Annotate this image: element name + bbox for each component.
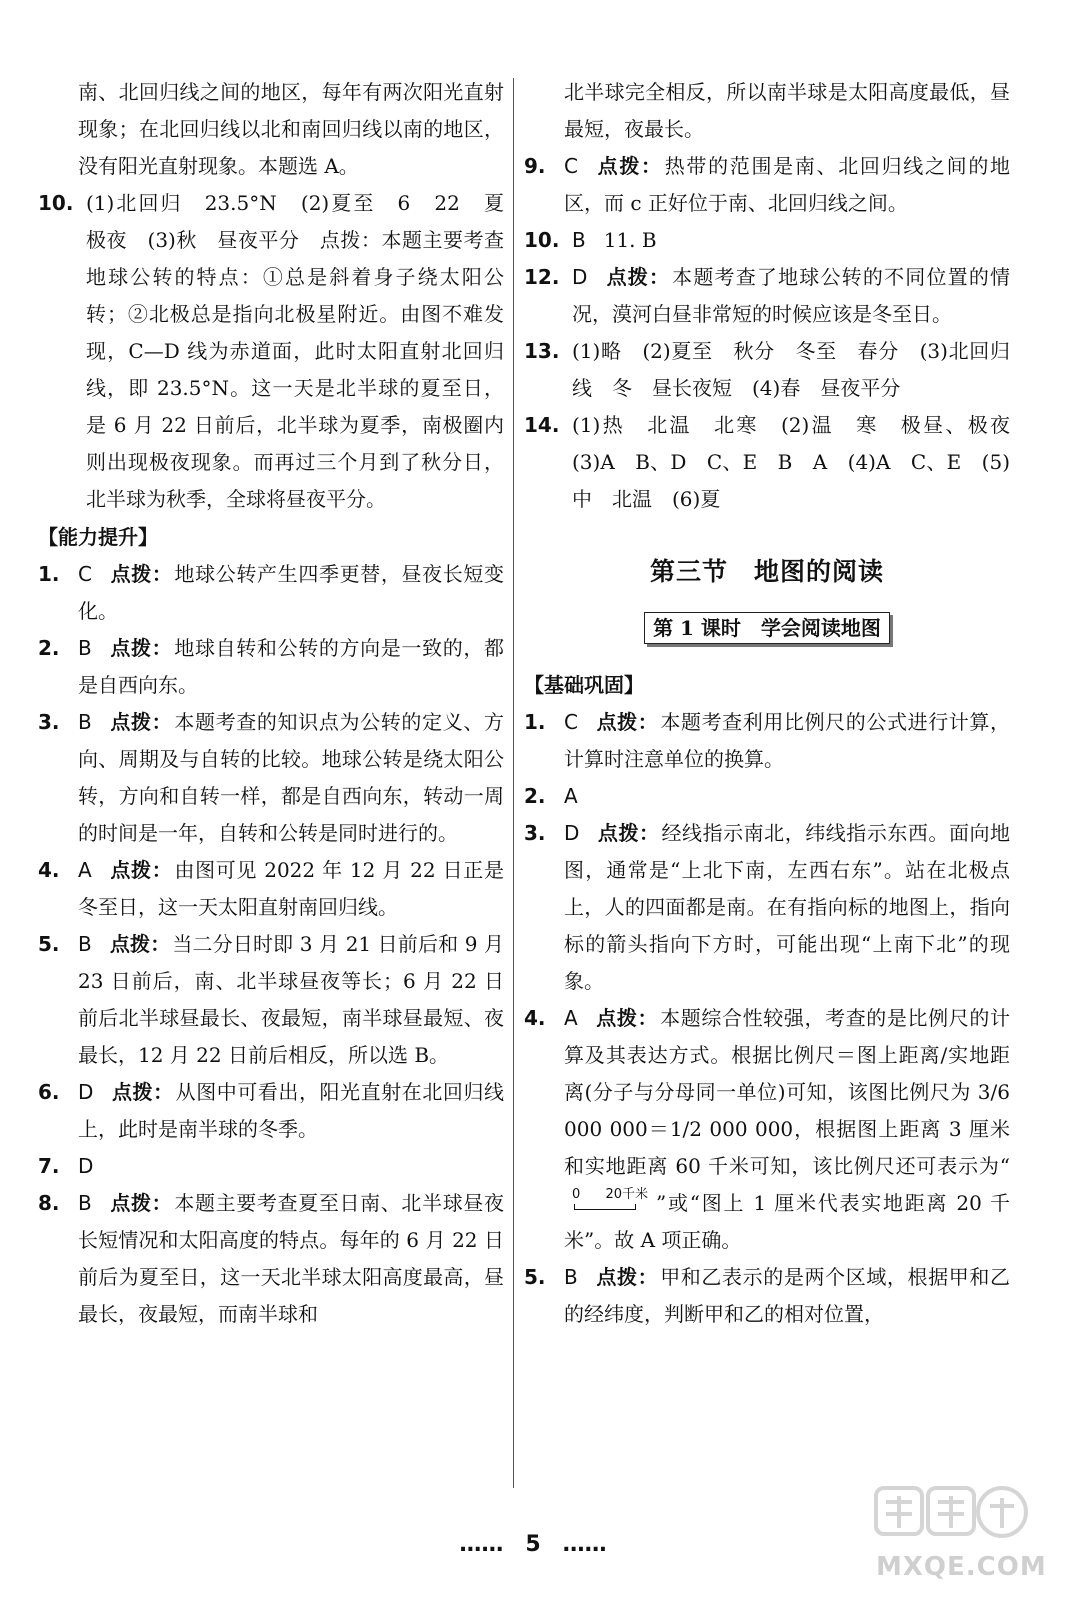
answer-item <box>524 815 1010 1000</box>
answer-number: 3. <box>38 710 60 734</box>
answer-item <box>524 704 1010 778</box>
hint-label: 点拨： <box>109 636 173 660</box>
hint-label: 点拨： <box>109 932 171 956</box>
answer-number: 1. <box>524 710 546 734</box>
section-title: 第三节 地图的阅读 <box>649 557 884 586</box>
answer-number: 6. <box>38 1080 60 1104</box>
answer-text: 本题考查的知识点为公转的定义、方向、周期及与自转的比较。地球公转是绕太阳公转，方向和自转一样，都是自西向东，转动一周的时间是一年，自转和公转是同时进行的。 <box>78 710 505 845</box>
lesson-title: 第 1 课时 学会阅读地图 <box>644 612 890 644</box>
answer-text: 本题考查利用比例尺的公式进行计算，计算时注意单位的换算。 <box>564 710 1010 771</box>
hint-label: 点拨： <box>595 710 659 734</box>
answer-text: 当二分日时即 3 月 21 日前后和 9 月 23 日前后，南、北半球昼夜等长；6 月 22 日前后北半球昼最长、夜最短，南半球昼最短、夜最长，12 月 22 日前后相反，所以选 B。 <box>78 932 505 1067</box>
answer-text: 地球自转和公转的方向是一致的，都是自西向东。 <box>78 636 505 697</box>
answer-number: 2. <box>38 636 60 660</box>
section-label-ability: 【能力提升】 <box>38 525 158 549</box>
answer-text: 经线指示南北，纬线指示东西。面向地图，通常是“上北下南，左西右东”。站在北极点上，人的四面都是南。在有指向标的地图上，指向标的箭头指向下方时，可能出现“上南下北”的现象。 <box>564 821 1011 993</box>
answer-number: 5. <box>38 932 60 956</box>
answer-choice: C <box>564 710 578 734</box>
answer-text: (1)热 北温 北寒 (2)温 寒 极昼、极夜 (3)A B、D C、E B A (4)A C、E (5)中 北温 (6)夏 <box>572 413 1030 511</box>
answer-number: 12. <box>524 265 560 289</box>
scale-bar-figure <box>564 1188 656 1214</box>
answer-text: 热带的范围是南、北回归线之间的地区，而 c 正好位于南、北回归线之间。 <box>564 154 1011 215</box>
answer-number: 4. <box>524 1006 546 1030</box>
answer-text: 南、北回归线之间的地区，每年有两次阳光直射现象；在北回归线以北和南回归线以南的地区，没有阳光直射现象。本题选 A。 <box>78 80 504 178</box>
answer-item <box>524 148 1010 222</box>
answer-item-9-continued <box>38 74 504 185</box>
answer-choice: B <box>78 710 92 734</box>
hint-label: 点拨： <box>109 858 173 882</box>
answer-number: 13. <box>524 339 560 363</box>
answer-number: 1. <box>38 562 60 586</box>
answer-text: 本题综合性较强，考查的是比例尺的计算及其表达方式。根据比例尺＝图上距离/实地距离(分子与分母同一单位)可知，该图比例尺为 3/6 000 000＝1/2 000 000，根据图上距离 3 厘米和实地距离 60 千米可知，该比例尺还可表示为“ <box>564 1006 1011 1178</box>
answer-choice: B <box>78 932 92 956</box>
answer-number: 10. <box>38 191 74 215</box>
answer-number: 9. <box>524 154 546 178</box>
watermark-text: MXQE.COM <box>876 1552 1047 1582</box>
answer-text: (1)略 (2)夏至 秋分 冬至 春分 (3)北回归线 冬 昼长夜短 (4)春 昼夜平分 <box>572 339 1010 400</box>
answer-choice: D <box>572 265 588 289</box>
answer-item <box>38 1148 504 1185</box>
answer-item <box>38 630 504 704</box>
answer-text: 北半球完全相反，所以南半球是太阳高度最低，昼最短，夜最长。 <box>564 80 1010 141</box>
answer-item-8-continued <box>524 74 1010 148</box>
watermark-emblem-icon <box>866 1480 1036 1552</box>
answer-choice: D <box>78 1154 94 1178</box>
answer-item <box>38 852 504 926</box>
answer-item <box>38 556 504 630</box>
answer-item-10 <box>38 185 524 518</box>
answer-number: 7. <box>38 1154 60 1178</box>
column-divider <box>513 78 514 1488</box>
answer-number: 14. <box>524 413 560 437</box>
answer-item <box>38 1074 504 1148</box>
answer-item <box>38 704 504 852</box>
answer-choice: C <box>564 154 578 178</box>
hint-label: 点拨： <box>605 265 671 289</box>
answer-text: 由图可见 2022 年 12 月 22 日正是冬至日，这一天太阳直射南回归线。 <box>78 858 504 919</box>
hint-label: 点拨： <box>595 1265 659 1289</box>
answer-text: 甲和乙表示的是两个区域，根据甲和乙的经纬度，判断甲和乙的相对位置， <box>564 1265 1010 1326</box>
answer-number: 5. <box>524 1265 546 1289</box>
answer-item <box>524 407 1030 518</box>
scale-end-label: 20千米 <box>605 1187 648 1202</box>
hint-label: 点拨： <box>595 1006 659 1030</box>
left-column <box>38 74 524 1333</box>
section-label-basic: 【基础巩固】 <box>524 673 644 697</box>
answer-item <box>524 1259 1010 1333</box>
hint-label: 点拨： <box>595 154 663 178</box>
answer-text: 从图中可看出，阳光直射在北回归线上，此时是南半球的冬季。 <box>78 1080 505 1141</box>
page-number: …… 5 …… <box>459 1532 607 1557</box>
answer-number: 4. <box>38 858 60 882</box>
answer-choice: B <box>564 1265 578 1289</box>
scale-zero-label: 0 <box>572 1187 581 1202</box>
answer-choice: B <box>78 1191 92 1215</box>
hint-label: 点拨： <box>109 710 173 734</box>
answer-choice: A <box>564 784 578 808</box>
answer-number: 2. <box>524 784 546 808</box>
answer-choice: A <box>564 1006 578 1030</box>
answer-choice: C <box>78 562 92 586</box>
scale-bar-line <box>574 1204 636 1210</box>
answer-item <box>38 926 504 1074</box>
answer-text: (1)北回归 23.5°N (2)夏至 6 22 夏 极夜 (3)秋 昼夜平分 点拨：本题主要考查地球公转的特点：①总是斜着身子绕太阳公转；②北极总是指向北极星附近。由图不难发现，C—D 线为赤道面，此时太阳直射北回归线，即 23.5°N。这一天是北半球的夏至日，是 6 月 22 日前后，北半球为夏季，南极圈内则出现极夜现象。而再过三个月到了秋分日，北半球为秋季，全球将昼夜平分。 <box>86 191 524 511</box>
hint-label: 点拨： <box>597 821 660 845</box>
answer-text: 11. B <box>603 228 657 252</box>
answer-item <box>38 1185 504 1333</box>
right-column <box>524 74 1030 1333</box>
hint-label: 点拨： <box>109 1191 173 1215</box>
answer-item <box>524 1000 1010 1259</box>
answer-text: 本题考查了地球公转的不同位置的情况，漠河白昼非常短的时候应该是冬至日。 <box>572 265 1011 326</box>
hint-label: 点拨： <box>109 562 173 586</box>
watermark-logo <box>866 1480 1047 1590</box>
answer-text: ”或“图上 1 厘米代表实地距离 20 千米”。故 A 项正确。 <box>564 1191 1010 1252</box>
answer-number: 3. <box>524 821 546 845</box>
answer-choice: D <box>564 821 580 845</box>
hint-label: 点拨： <box>111 1080 174 1104</box>
answer-number: 10. <box>524 228 560 252</box>
answer-text: 本题主要考查夏至日南、北半球昼夜长短情况和太阳高度的特点。每年的 6 月 22 日前后为夏至日，这一天北半球太阳高度最高，昼最长，夜最短，而南半球和 <box>78 1191 505 1326</box>
answer-item <box>524 222 1010 259</box>
answer-choice: D <box>78 1080 94 1104</box>
answer-choice: B <box>78 636 92 660</box>
answer-choice: A <box>78 858 92 882</box>
answer-item <box>524 259 1010 333</box>
answer-text: 地球公转产生四季更替，昼夜长短变化。 <box>78 562 505 623</box>
answer-item <box>524 333 1010 407</box>
answer-choice: B <box>572 228 586 252</box>
answer-item <box>524 778 1010 815</box>
answer-number: 8. <box>38 1191 60 1215</box>
